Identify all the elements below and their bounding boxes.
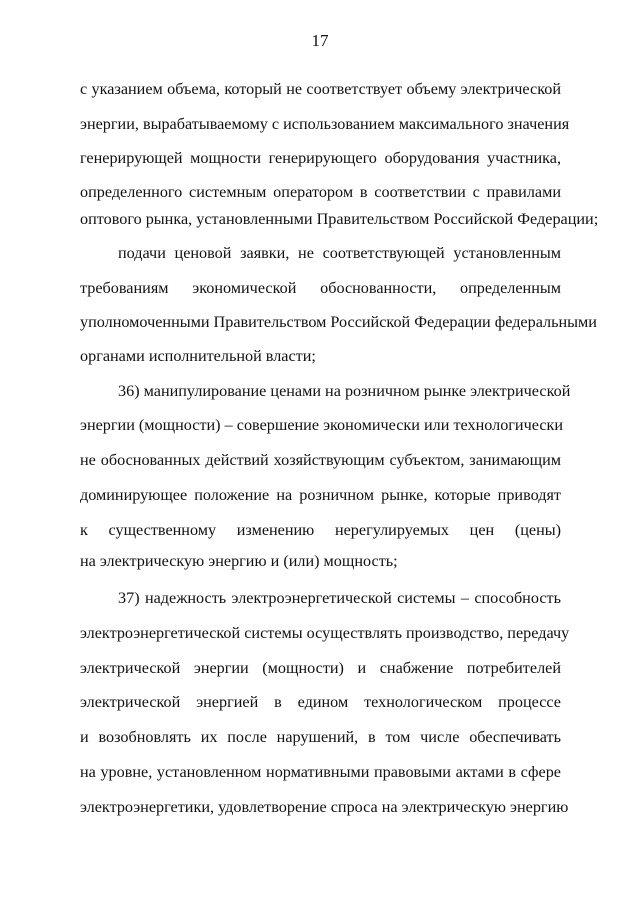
paragraph-first-line: подачи ценовой заявки, не соответствующей установленным (118, 244, 561, 262)
text-line: энергии (мощности) – совершение экономически или технологически (80, 416, 564, 434)
text-line: требованиям экономической обоснованности, определенным (80, 279, 561, 297)
text-line: оптового рынка, установленными Правительством Российской Федерации; (80, 210, 599, 228)
paragraph-first-line: 36) манипулирование ценами на розничном рынке электрической (118, 382, 571, 400)
text-line: генерирующей мощности генерирующего оборудования участника, (80, 149, 561, 167)
text-line: определенного системным оператором в соответствии с правилами (80, 183, 561, 201)
text-line: и возобновлять их после нарушений, в том числе обеспечивать (80, 728, 561, 746)
text-line: к существенному изменению нерегулируемых цен (цены) (80, 521, 561, 539)
text-line: с указанием объема, который не соответствует объему электрической (80, 80, 561, 98)
page-number: 17 (311, 31, 329, 50)
text-line: на электрическую энергию и (или) мощность; (80, 552, 398, 570)
paragraph-first-line: 37) надежность электроэнергетической системы – способность (118, 589, 561, 607)
text-line: электрической энергией в едином технологическом процессе (80, 693, 561, 711)
text-line: доминирующее положение на розничном рынке, которые приводят (80, 486, 561, 504)
text-line: электрической энергии (мощности) и снабжение потребителей (80, 659, 561, 677)
text-line: на уровне, установленном нормативными правовыми актами в сфере (80, 763, 561, 781)
text-line: не обоснованных действий хозяйствующим субъектом, занимающим (80, 451, 561, 469)
text-line: электроэнергетической системы осуществлять производство, передачу (80, 624, 570, 642)
text-line: электроэнергетики, удовлетворение спроса на электрическую энергию (80, 798, 569, 816)
text-line: энергии, вырабатываемому с использованием максимального значения (80, 115, 570, 133)
text-line: уполномоченными Правительством Российской Федерации федеральными (80, 313, 597, 331)
text-line: органами исполнительной власти; (80, 347, 316, 365)
